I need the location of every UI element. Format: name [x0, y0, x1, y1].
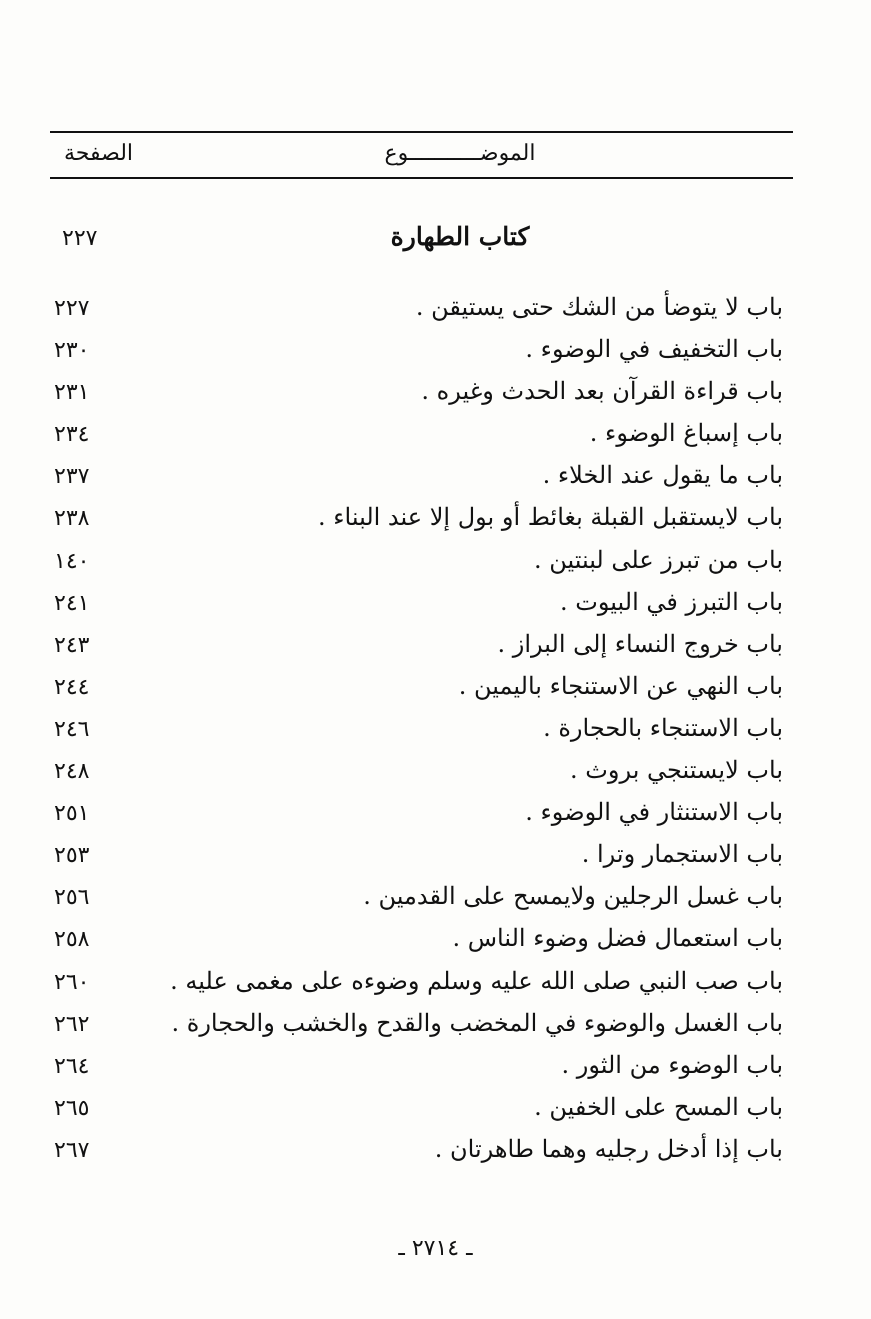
- section-title: كتاب الطهارة: [390, 222, 530, 251]
- toc-entry-title: باب خروج النساء إلى البراز .: [497, 629, 783, 658]
- toc-entry-page: ٢٤١: [54, 590, 90, 616]
- toc-entry-title: باب قراءة القرآن بعد الحدث وغيره .: [421, 377, 783, 406]
- toc-entry: [40, 1002, 783, 1044]
- toc-entry-page: ٢٣٤: [54, 422, 90, 448]
- toc-entry-page: ٢٤٦: [54, 716, 90, 742]
- toc-entry-title: باب الاستنثار في الوضوء .: [525, 798, 783, 827]
- toc-entry-page: ٢٥١: [54, 801, 90, 827]
- toc-entry-page: ٢٣٧: [54, 464, 90, 490]
- toc-entry-page: ٢٤٣: [54, 632, 90, 658]
- toc-entry-title: باب المسح على الخفين .: [534, 1092, 783, 1121]
- toc-entry-page: ٢٥٣: [54, 843, 90, 869]
- toc-entry: [40, 665, 783, 707]
- toc-entry-page: ٢٦٤: [54, 1053, 90, 1079]
- toc-entry: [40, 412, 783, 454]
- toc-entry-page: ٢٥٨: [54, 927, 90, 953]
- toc-entry-page: ١٤٠: [54, 548, 90, 574]
- toc-entry-page: ٢٦٢: [54, 1011, 90, 1037]
- toc-entry-page: ٢٤٨: [54, 759, 90, 785]
- toc-entry-title: باب الاستنجاء بالحجارة .: [543, 713, 783, 742]
- toc-entry: [40, 539, 783, 581]
- toc-entry-title: باب النهي عن الاستنجاء باليمين .: [458, 671, 783, 700]
- toc-entry: [40, 328, 783, 370]
- toc-entry-page: ٢٣٠: [54, 338, 90, 364]
- toc-entry-title: باب إسباغ الوضوء .: [589, 419, 783, 448]
- toc-entry: [40, 791, 783, 833]
- toc-entry: [40, 454, 783, 496]
- toc-entry-page: ٢٤٤: [54, 674, 90, 700]
- toc-entry: [40, 1044, 783, 1086]
- toc-entry-title: باب الاستجمار وترا .: [581, 840, 783, 869]
- toc-entry: [40, 286, 783, 328]
- toc-entry: [40, 833, 783, 875]
- toc-entry-title: باب لايستقبل القبلة بغائط أو بول إلا عند البناء .: [317, 503, 783, 532]
- toc-entry-title: باب الوضوء من الثور .: [561, 1050, 783, 1079]
- toc-entry: [40, 1128, 783, 1170]
- toc-entry-title: باب لا يتوضأ من الشك حتى يستيقن .: [415, 293, 783, 321]
- toc-list: [40, 286, 783, 1170]
- toc-entry-page: ٢٢٧: [54, 296, 90, 321]
- footer-page-number: ـ ٢٧١٤ ـ: [398, 1236, 473, 1261]
- toc-entry: [40, 496, 783, 538]
- toc-entry-title: باب غسل الرجلين ولايمسح على القدمين .: [363, 882, 783, 911]
- section-page-number: ٢٢٧: [62, 226, 98, 251]
- toc-entry: [40, 875, 783, 917]
- toc-entry-page: ٢٣٨: [54, 506, 90, 532]
- toc-entry-title: باب التخفيف في الوضوء .: [525, 335, 783, 364]
- toc-entry-title: باب الغسل والوضوء في المخضب والقدح والخشب والحجارة .: [171, 1008, 783, 1037]
- header-bottom-rule: [50, 177, 793, 179]
- toc-entry-title: باب لايستنجي بروث .: [570, 756, 783, 785]
- toc-entry: [40, 707, 783, 749]
- toc-entry: [40, 749, 783, 791]
- toc-entry: [40, 370, 783, 412]
- toc-entry: [40, 581, 783, 623]
- toc-entry: [40, 917, 783, 959]
- toc-entry-page: ٢٣١: [54, 380, 90, 406]
- toc-entry-title: باب التبرز في البيوت .: [560, 587, 783, 616]
- toc-entry-title: باب إذا أدخل رجليه وهما طاهرتان .: [434, 1134, 783, 1163]
- toc-entry: [40, 623, 783, 665]
- toc-entry-title: باب صب النبي صلى الله عليه وسلم وضوءه على مغمى عليه .: [170, 966, 783, 995]
- toc-entry: [40, 960, 783, 1002]
- toc-entry-page: ٢٦٥: [54, 1095, 90, 1121]
- toc-entry-title: باب من تبرز على لبنتين .: [533, 545, 783, 574]
- toc-entry-page: ٢٦٠: [54, 969, 90, 995]
- header-topic-label: الموضـــــــــــوع: [384, 141, 536, 166]
- header-page-label: الصفحة: [64, 141, 134, 166]
- toc-entry-page: ٢٥٦: [54, 885, 90, 911]
- header-top-rule: [50, 131, 793, 133]
- toc-entry-title: باب ما يقول عند الخلاء .: [542, 461, 783, 490]
- toc-entry-title: باب استعمال فضل وضوء الناس .: [452, 924, 783, 953]
- toc-entry-page: ٢٦٧: [54, 1137, 90, 1163]
- toc-entry: [40, 1086, 783, 1128]
